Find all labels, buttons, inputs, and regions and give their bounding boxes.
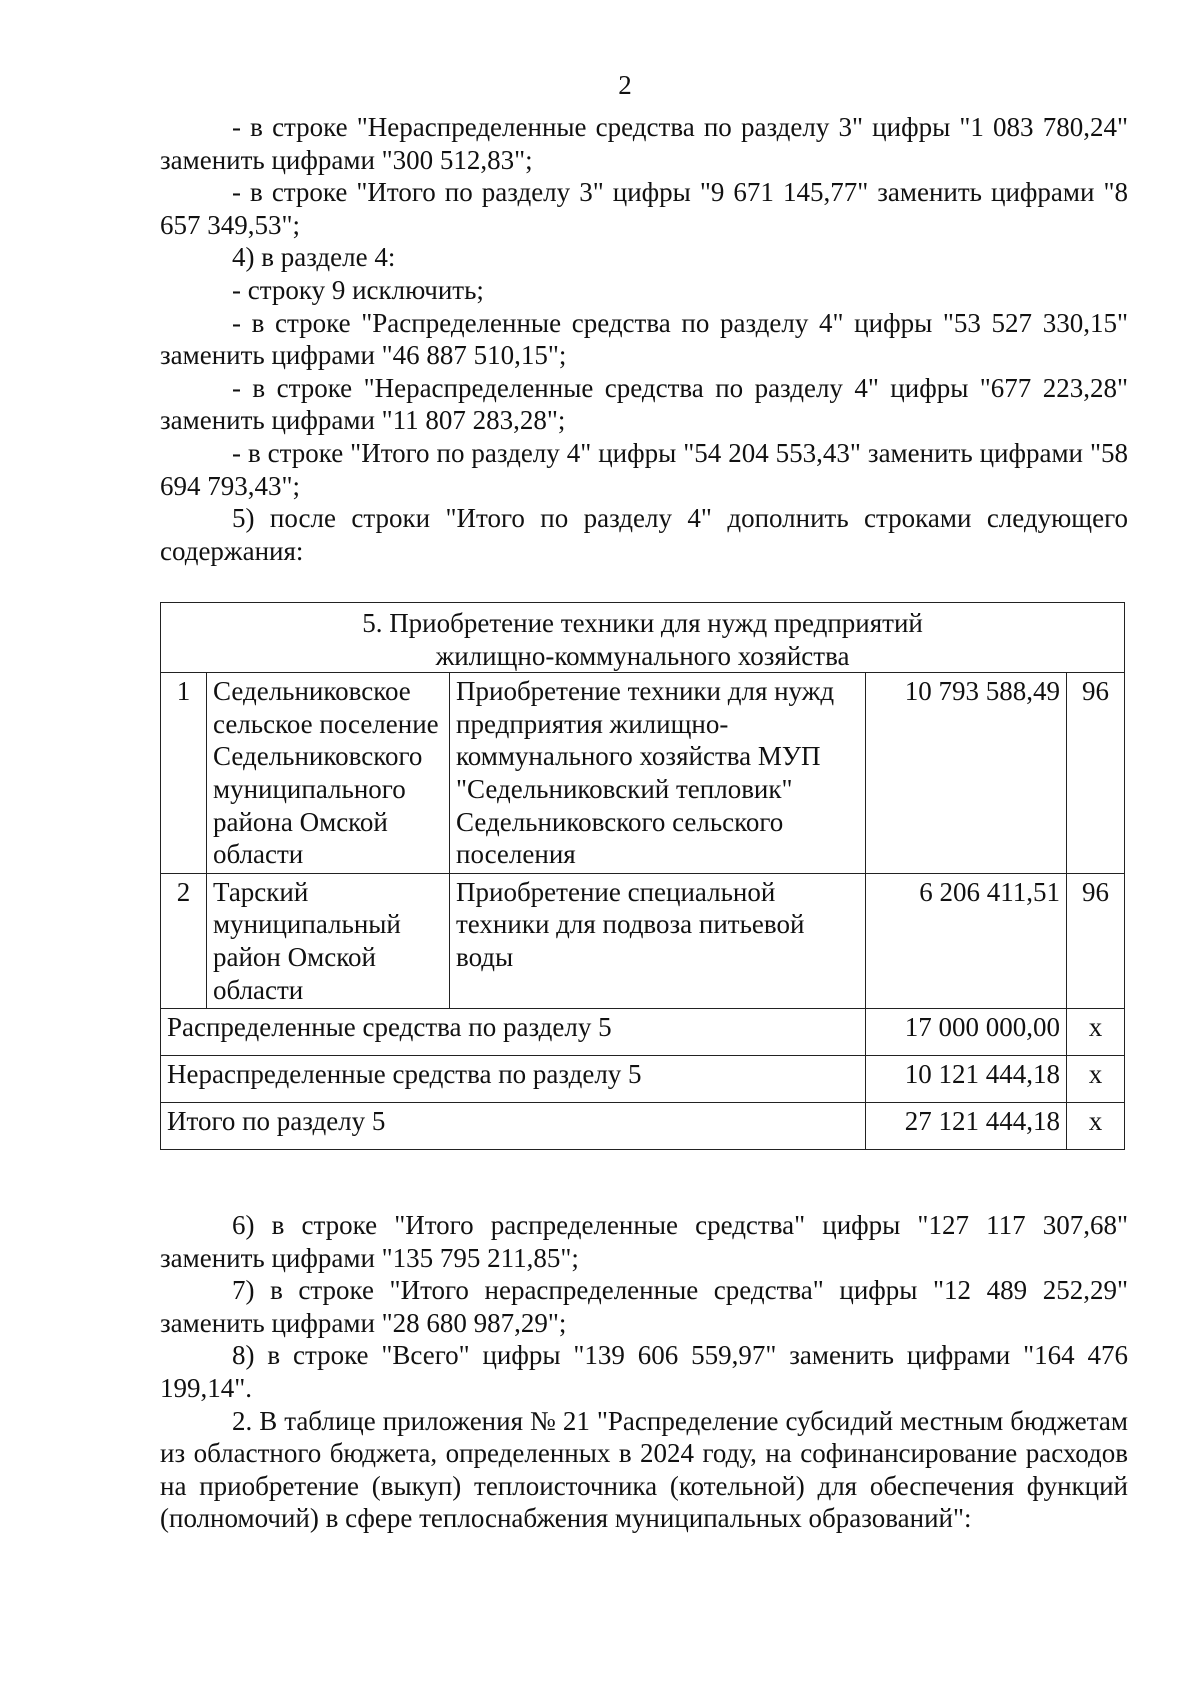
paragraph: - в строке "Распределенные средства по разделу 4" цифры "53 527 330,15" заменить цифрами "46 887 510,15"; [160,307,1128,371]
intro-text [160,111,1128,567]
percent-cell: 96 [1067,873,1125,1008]
total-amount: 10 121 444,18 [866,1056,1067,1103]
paragraph: - в строке "Итого по разделу 4" цифры "54 204 553,43" заменить цифрами "58 694 793,43"; [160,437,1128,501]
section-title: 5. Приобретение техники для нужд предприятий жилищно-коммунального хозяйства [161,603,1125,673]
recipient-cell: Седельниковское сельское поселение Седельниковского муниципального района Омской области [207,673,450,874]
row-number: 1 [161,673,207,874]
paragraph: 2. В таблице приложения № 21 "Распределение субсидий местным бюджетам из областного бюджета, определенных в 2024 году, на софинансирование расходов на приобретение (выкуп) теплоисточника (котельной) для обеспечения функций (полномочий) в сфере теплоснабжения муниципальных образований": [160,1405,1128,1534]
purpose-cell: Приобретение техники для нужд предприятия жилищно-коммунального хозяйства МУП "Седельниковский тепловик" Седельниковского сельского поселения [450,673,866,874]
subsidy-table [160,602,1125,1150]
percent-cell: 96 [1067,673,1125,874]
total-mark: х [1067,1009,1125,1056]
total-mark: х [1067,1103,1125,1150]
recipient-cell: Тарский муниципальный район Омской области [207,873,450,1008]
outro-text [160,1209,1128,1535]
paragraph: - строку 9 исключить; [232,274,484,305]
table-row [161,673,1125,874]
paragraph: 5) после строки "Итого по разделу 4" дополнить строками следующего содержания: [160,503,1128,566]
total-row [161,1009,1125,1056]
amount-cell: 6 206 411,51 [866,873,1067,1008]
paragraph: 6) в строке "Итого распределенные средства" цифры "127 117 307,68" заменить цифрами "135 795 211,85"; [160,1210,1128,1273]
paragraph: - в строке "Нераспределенные средства по разделу 3" цифры "1 083 780,24" заменить цифрами "300 512,83"; [160,112,1128,175]
total-mark: х [1067,1056,1125,1103]
amount-cell: 10 793 588,49 [866,673,1067,874]
total-amount: 17 000 000,00 [866,1009,1067,1056]
paragraph: 7) в строке "Итого нераспределенные средства" цифры "12 489 252,29" заменить цифрами "28 680 987,29"; [160,1275,1128,1338]
paragraph: - в строке "Нераспределенные средства по разделу 4" цифры "677 223,28" заменить цифрами "11 807 283,28"; [160,372,1128,436]
purpose-cell: Приобретение специальной техники для подвоза питьевой воды [450,873,866,1008]
table-row [161,873,1125,1008]
row-number: 2 [161,873,207,1008]
page-number: 2 [618,70,632,100]
total-label: Распределенные средства по разделу 5 [161,1009,866,1056]
paragraph: - в строке "Итого по разделу 3" цифры "9 671 145,77" заменить цифрами "8 657 349,53"; [160,177,1128,240]
paragraph: 4) в разделе 4: [232,242,396,273]
total-label: Итого по разделу 5 [161,1103,866,1150]
total-amount: 27 121 444,18 [866,1103,1067,1150]
total-label: Нераспределенные средства по разделу 5 [161,1056,866,1103]
table-section-header-row [161,603,1125,673]
total-row [161,1103,1125,1150]
paragraph: 8) в строке "Всего" цифры "139 606 559,97" заменить цифрами "164 476 199,14". [160,1340,1128,1403]
total-row [161,1056,1125,1103]
